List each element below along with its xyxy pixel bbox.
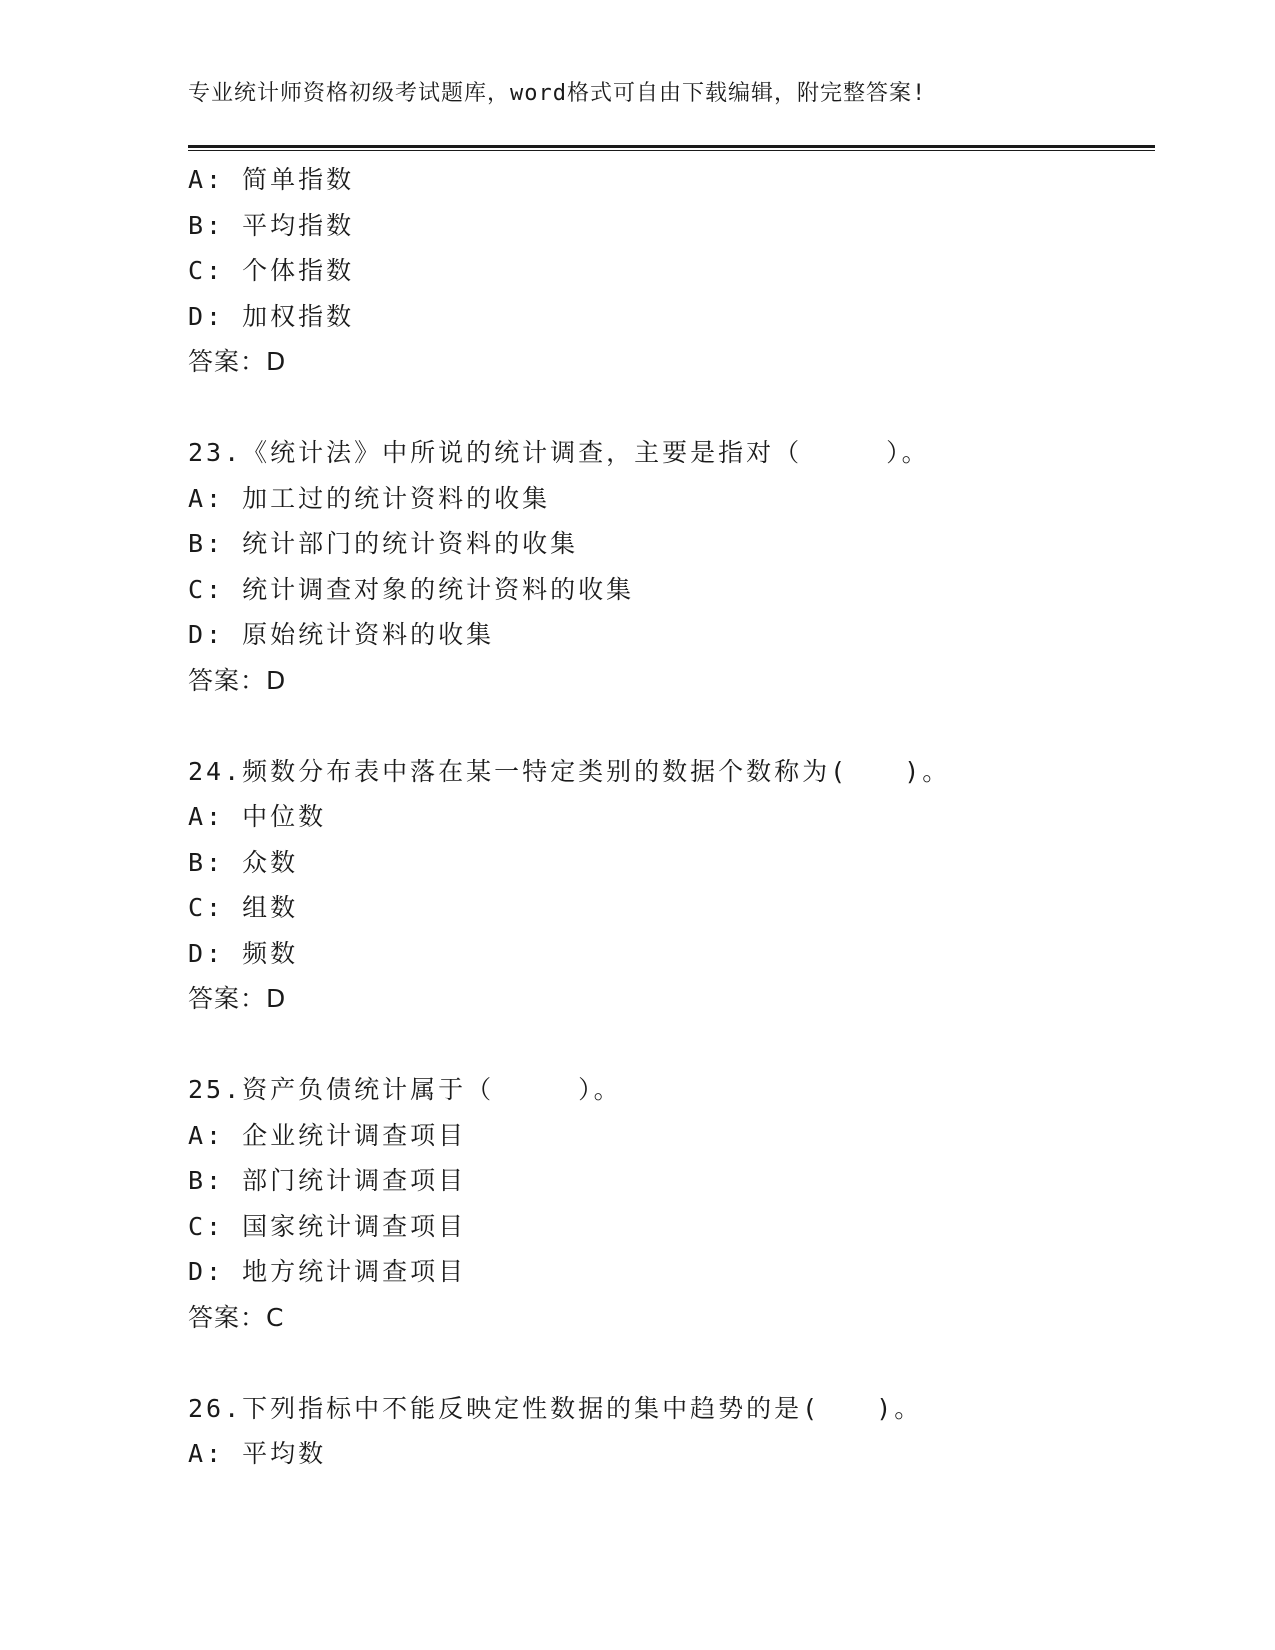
question-22-continued [188, 157, 1155, 385]
option-d: D: 加权指数 [188, 301, 355, 331]
option-b: B: 平均指数 [188, 210, 355, 240]
option-d: D: 地方统计调查项目 [188, 1257, 467, 1286]
answer-line: 答案：D [188, 984, 287, 1013]
option-c: C: 国家统计调查项目 [188, 1211, 467, 1241]
option-b: B: 部门统计调查项目 [188, 1166, 467, 1195]
header-divider [188, 145, 1155, 148]
option-a: A: 企业统计调查项目 [188, 1120, 467, 1150]
option-a: A: 加工过的统计资料的收集 [188, 483, 551, 513]
question-25 [188, 1067, 1155, 1340]
option-b: B: 众数 [188, 847, 299, 877]
header-divider-thin [188, 150, 1155, 151]
question-23 [188, 430, 1155, 703]
question-stem: 26.下列指标中不能反映定性数据的集中趋势的是( )。 [188, 1393, 923, 1423]
question-stem: 25.资产负债统计属于（ ）。 [188, 1075, 622, 1104]
answer-line: 答案：C [188, 1302, 285, 1332]
answer-line: 答案：D [188, 347, 287, 376]
page-header: 专业统计师资格初级考试题库，word格式可自由下载编辑，附完整答案! [188, 81, 927, 106]
question-stem: 23.《统计法》中所说的统计调查，主要是指对（ ）。 [188, 438, 930, 467]
question-stem: 24.频数分布表中落在某一特定类别的数据个数称为( )。 [188, 756, 951, 786]
option-a: A: 简单指数 [188, 165, 355, 194]
option-c: C: 组数 [188, 893, 299, 922]
option-d: D: 频数 [188, 938, 299, 968]
option-a: A: 平均数 [188, 1439, 327, 1468]
option-a: A: 中位数 [188, 802, 327, 831]
option-b: B: 统计部门的统计资料的收集 [188, 529, 579, 558]
option-d: D: 原始统计资料的收集 [188, 620, 495, 649]
question-24 [188, 749, 1155, 1022]
document-body [188, 157, 1155, 1477]
option-c: C: 个体指数 [188, 256, 355, 285]
question-26 [188, 1386, 1155, 1477]
option-c: C: 统计调查对象的统计资料的收集 [188, 574, 635, 604]
answer-line: 答案：D [188, 665, 287, 695]
